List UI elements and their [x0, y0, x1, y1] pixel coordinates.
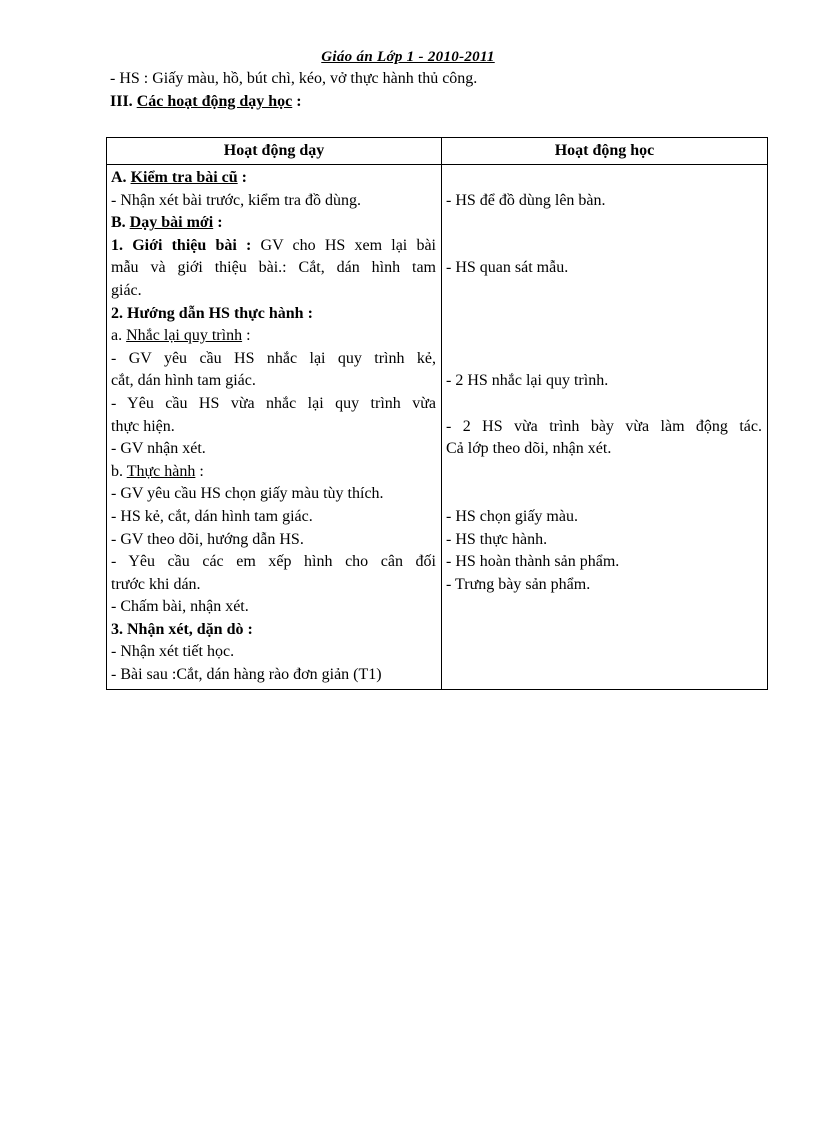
page-header: Giáo án Lớp 1 - 2010-2011	[321, 49, 495, 65]
materials-line: - HS : Giấy màu, hồ, bút chì, kéo, vở thực hành thủ công.	[110, 70, 478, 87]
col-header-teaching: Hoạt động dạy	[107, 138, 442, 165]
learn-line: - Trưng bày sản phẩm.	[446, 575, 591, 593]
teach-line: - GV nhận xét.	[111, 440, 206, 458]
section-a-label: Kiểm tra bài cũ	[130, 169, 238, 186]
section-b-prefix: B.	[111, 214, 130, 232]
teach-line: - Nhận xét bài trước, kiểm tra đồ dùng.	[111, 191, 361, 209]
teach-line: cắt, dán hình tam giác.	[111, 372, 256, 390]
blank-line	[446, 303, 762, 326]
section-a-prefix: A.	[111, 169, 131, 186]
teach-line: - Yêu cầu các em xếp hình cho cân đối	[111, 553, 436, 571]
section-number: III.	[110, 93, 133, 110]
blank-line	[446, 167, 762, 190]
teach-line: - Yêu cầu HS vừa nhắc lại quy trình vừa	[111, 394, 436, 412]
learn-line: - HS để đồ dùng lên bàn.	[446, 191, 606, 209]
learn-line: - 2 HS nhắc lại quy trình.	[446, 372, 609, 390]
step-2-title: 2. Hướng dẫn HS thực hành :	[111, 304, 313, 322]
learn-line: - HS hoàn thành sản phẩm.	[446, 553, 620, 571]
blank-line	[446, 483, 762, 506]
col-header-learning: Hoạt động học	[442, 138, 768, 165]
sub-b-label: Thực hành	[126, 462, 196, 480]
sub-a-label: Nhắc lại quy trình	[126, 327, 243, 345]
teach-line: - GV theo dõi, hướng dẫn HS.	[111, 530, 304, 548]
teach-line: - Nhận xét tiết học.	[111, 643, 235, 661]
lesson-plan-table	[106, 137, 768, 690]
sub-b-suffix: :	[195, 462, 204, 480]
blank-line	[446, 393, 762, 416]
teach-line: - GV yêu cầu HS nhắc lại quy trình kẻ,	[111, 349, 436, 367]
teach-line: thực hiện.	[111, 417, 175, 435]
section-b-label: Dạy bài mới	[129, 214, 214, 232]
teach-line: - GV yêu cầu HS chọn giấy màu tùy thích.	[111, 485, 384, 503]
sub-b-title	[111, 461, 436, 484]
blank-line	[446, 280, 762, 303]
teach-line: - HS kẻ, cắt, dán hình tam giác.	[111, 507, 313, 525]
sub-a-suffix: :	[242, 327, 251, 345]
section-b-title	[111, 212, 436, 235]
sub-b-prefix: b.	[111, 462, 127, 480]
teach-line: mẫu và giới thiệu bài.: Cắt, dán hình tam	[111, 259, 436, 277]
blank-line	[446, 235, 762, 258]
learn-line: - HS quan sát mẫu.	[446, 259, 569, 277]
section-a-title	[111, 167, 436, 190]
learn-line: Cả lớp theo dõi, nhận xét.	[446, 440, 612, 458]
step-3-title: 3. Nhận xét, dặn dò :	[111, 620, 253, 638]
learn-line: - 2 HS vừa trình bày vừa làm động tác.	[446, 417, 762, 435]
blank-line	[446, 461, 762, 484]
teach-line	[111, 235, 436, 258]
table-body-row	[107, 165, 768, 690]
teaching-activities-cell	[107, 165, 442, 690]
step-1-text: GV cho HS xem lại bài	[251, 236, 436, 254]
blank-line	[446, 212, 762, 235]
section-colon: :	[292, 93, 302, 110]
teach-line: - Chấm bài, nhận xét.	[111, 598, 249, 616]
section-a-suffix: :	[237, 169, 247, 186]
learn-line: - HS chọn giấy màu.	[446, 507, 578, 525]
blank-line	[446, 348, 762, 371]
step-1-title: 1. Giới thiệu bài :	[111, 236, 252, 254]
section-heading	[110, 93, 302, 111]
section-b-suffix: :	[213, 214, 223, 232]
sub-a-prefix: a.	[111, 327, 127, 345]
teach-line: giác.	[111, 281, 142, 299]
teach-line: - Bài sau :Cắt, dán hàng rào đơn giản (T1)	[111, 666, 382, 684]
teach-line: trước khi dán.	[111, 575, 201, 593]
table-header-row	[107, 138, 768, 165]
blank-line	[446, 325, 762, 348]
learn-line: - HS thực hành.	[446, 530, 548, 548]
sub-a-title	[111, 325, 436, 348]
learning-activities-cell	[442, 165, 768, 690]
section-title: Các hoạt động dạy học	[136, 93, 293, 110]
